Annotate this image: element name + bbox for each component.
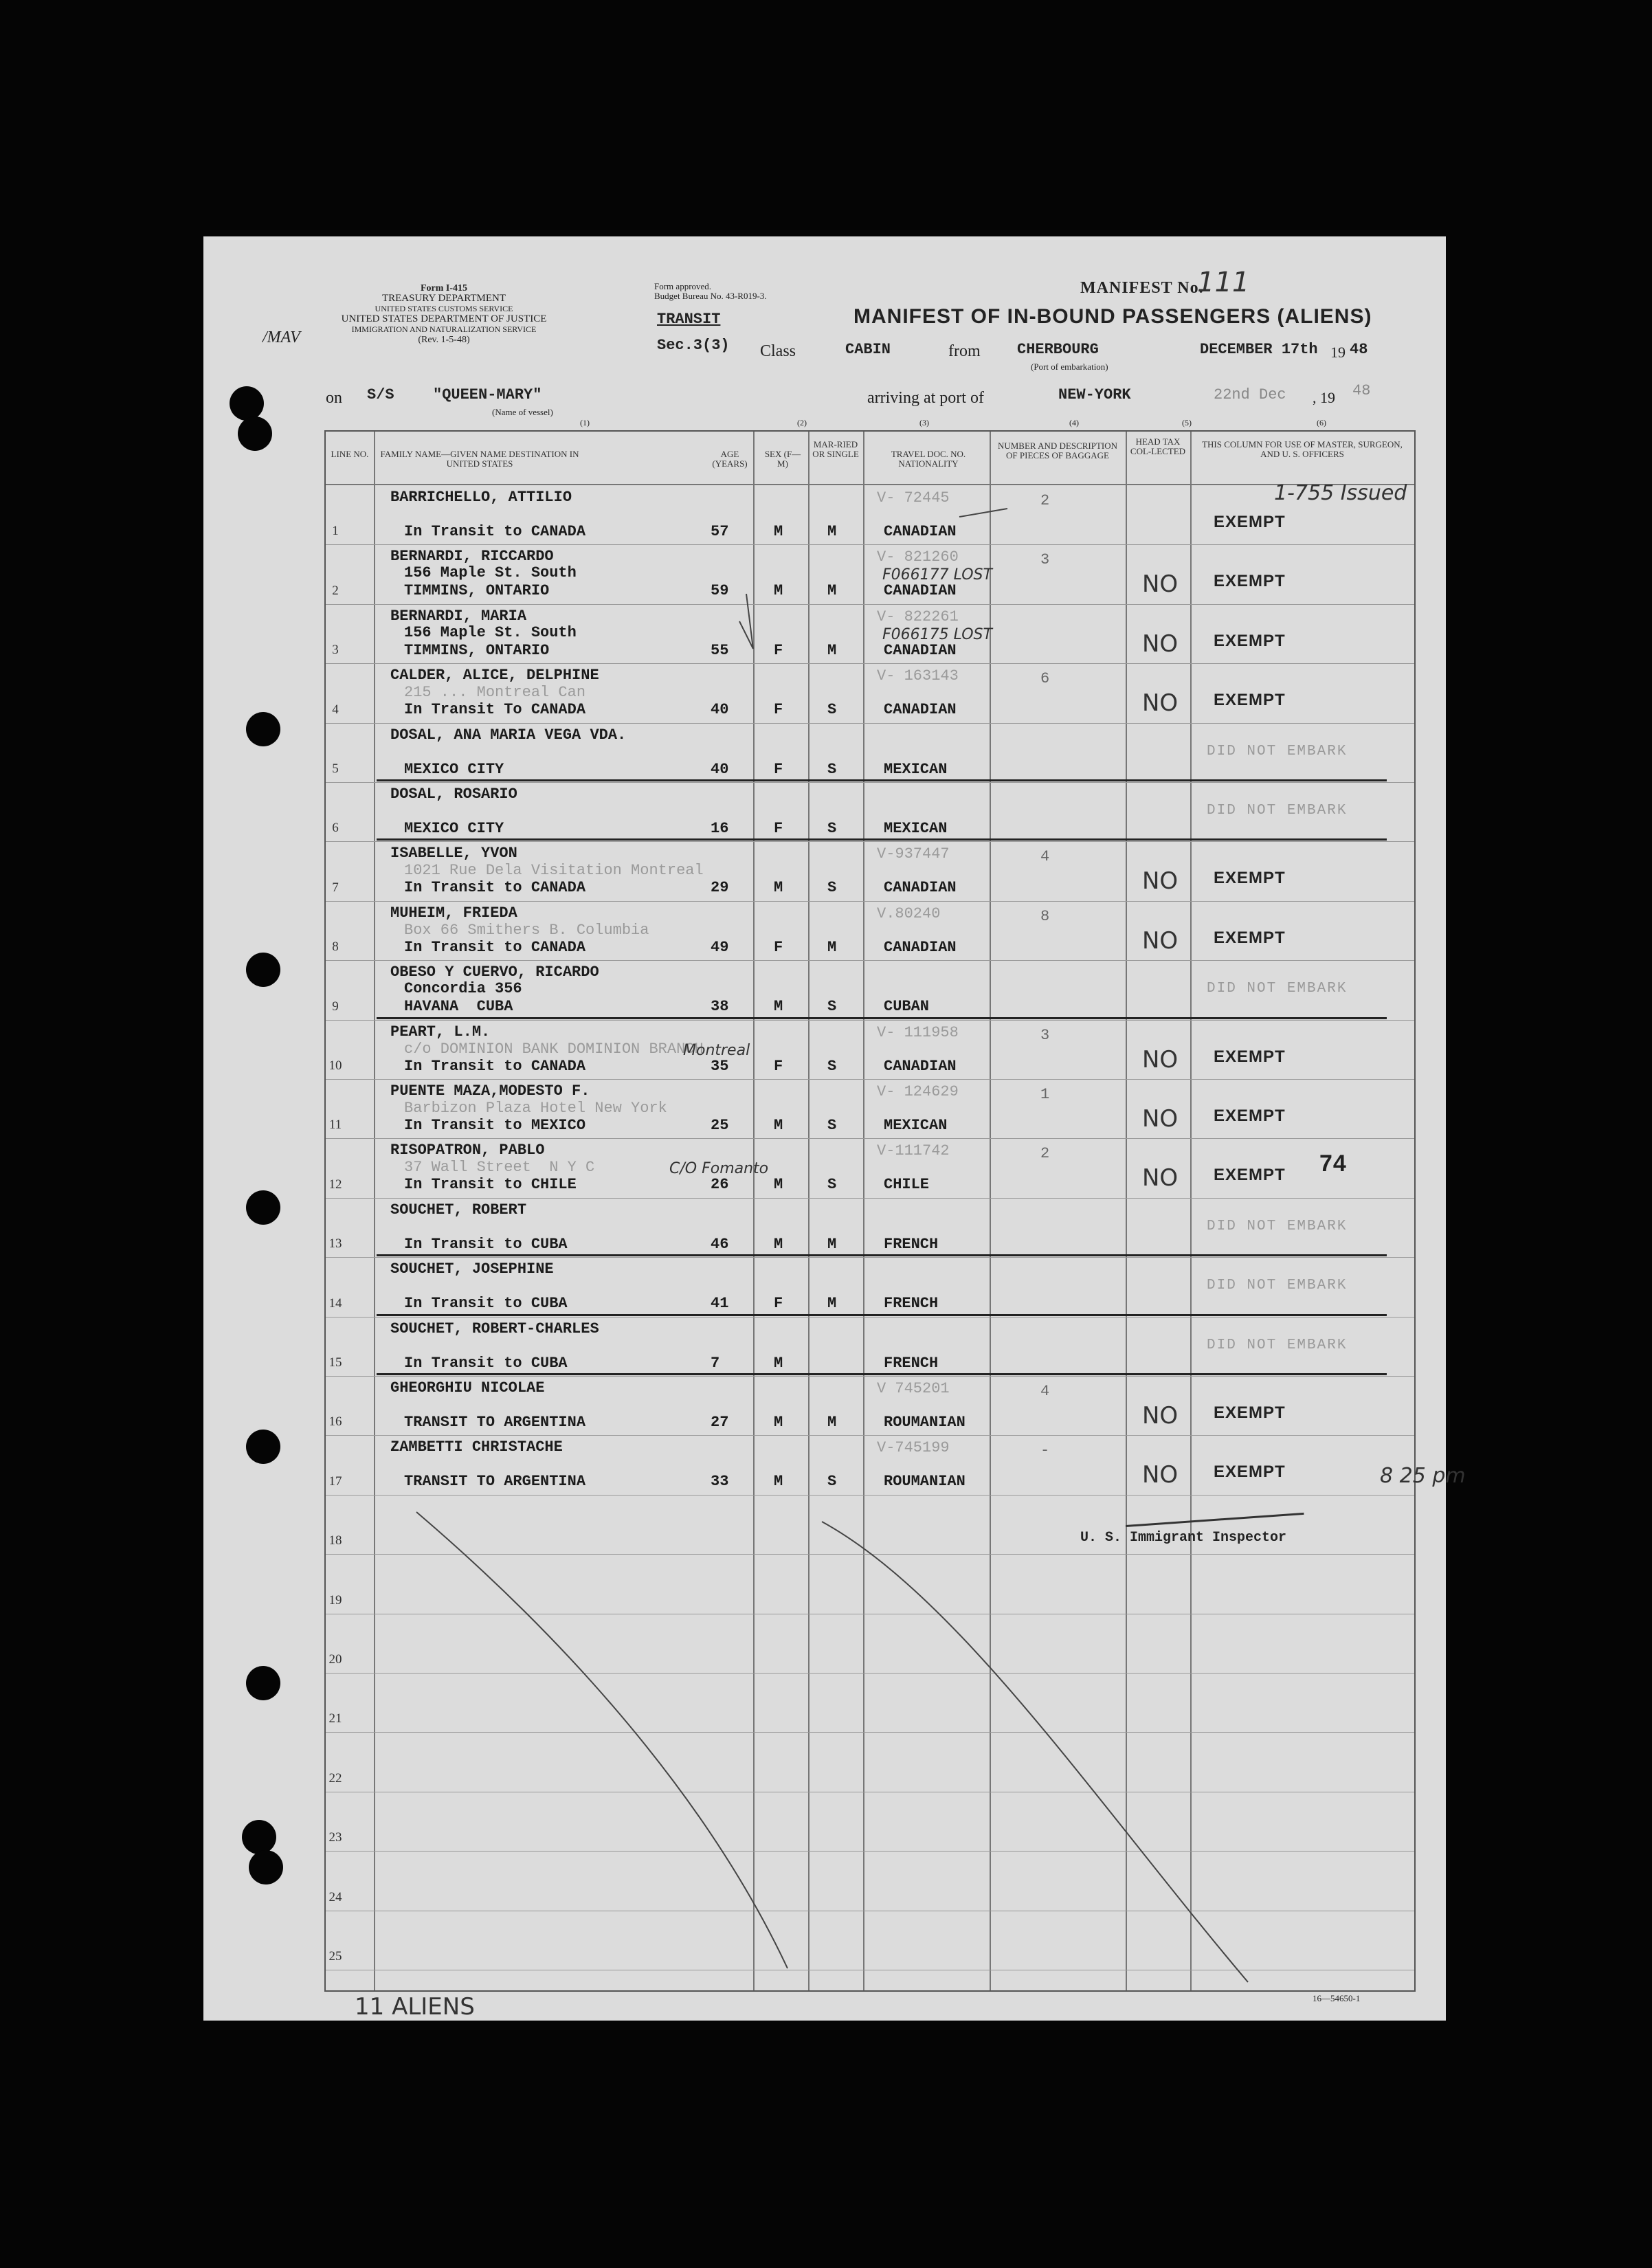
col-head-baggage: NUMBER AND DESCRIPTION OF PIECES OF BAGGAGE [997, 441, 1118, 460]
officer-stamp: EXEMPT [1214, 1107, 1286, 1125]
sex-value: M [774, 582, 783, 600]
line-number: 2 [332, 583, 339, 598]
row-divider [326, 723, 1414, 724]
head-tax-mark: NO [1142, 1461, 1179, 1489]
sex-value: F [774, 760, 783, 778]
officer-stamp: EXEMPT [1214, 1047, 1286, 1066]
binder-hole [249, 1850, 283, 1885]
customs-service: UNITED STATES CUSTOMS SERVICE [375, 304, 513, 313]
baggage-count: 1 [1040, 1086, 1050, 1103]
did-not-embark-stamp: DID NOT EMBARK [1207, 743, 1348, 759]
inspector-caption: U. S. Immigrant Inspector [1080, 1530, 1287, 1546]
marital-status: S [827, 760, 837, 778]
margin-mark: /MAV [263, 329, 300, 346]
row-divider [326, 960, 1414, 961]
binder-hole [242, 1820, 276, 1854]
sex-value: F [774, 820, 783, 837]
col-head-age: AGE (YEARS) [712, 449, 748, 469]
head-tax-mark: NO [1142, 1045, 1179, 1074]
officer-stamp: EXEMPT [1214, 513, 1286, 531]
column-divider [374, 432, 375, 1990]
nationality: CANADIAN [884, 582, 957, 600]
row-divider [326, 782, 1414, 783]
embarkation-port: CHERBOURG [1017, 341, 1099, 358]
line-number: 21 [328, 1711, 342, 1726]
justice-dept: UNITED STATES DEPARTMENT OF JUSTICE [341, 313, 547, 324]
from-label: from [948, 342, 981, 360]
destination: In Transit to CHILE [404, 1176, 577, 1194]
officer-stamp: EXEMPT [1214, 1463, 1286, 1482]
passenger-name: SOUCHET, JOSEPHINE [390, 1260, 554, 1278]
age-value: 59 [711, 582, 729, 600]
manifest-title: MANIFEST OF IN-BOUND PASSENGERS (ALIENS) [853, 305, 1372, 328]
strike-line [377, 1017, 1387, 1019]
baggage-count: 3 [1040, 551, 1050, 569]
passenger-name: GHEORGHIU NICOLAE [390, 1379, 545, 1397]
nationality: FRENCH [884, 1354, 939, 1372]
departure-year: 48 [1350, 341, 1368, 358]
arrival-port: NEW-YORK [1058, 386, 1131, 403]
destination: In Transit to CANADA [404, 1057, 586, 1075]
passenger-name: DOSAL, ANA MARIA VEGA VDA. [390, 726, 627, 744]
strike-line [377, 1373, 1387, 1375]
row-divider [326, 663, 1414, 664]
marital-status: S [827, 998, 837, 1016]
passenger-address: 156 Maple St. South [404, 623, 577, 641]
baggage-count: - [1040, 1442, 1050, 1460]
age-value: 33 [711, 1473, 729, 1491]
age-value: 16 [711, 820, 729, 837]
row-divider [326, 604, 1414, 605]
nationality: MEXICAN [884, 820, 948, 837]
did-not-embark-stamp: DID NOT EMBARK [1207, 1278, 1348, 1294]
officer-stamp: EXEMPT [1214, 1166, 1286, 1185]
marital-status: M [827, 1235, 837, 1253]
col-head-line: LINE NO. [331, 449, 369, 459]
passenger-address: c/o DOMINION BANK DOMINION BRANCH [404, 1040, 704, 1058]
nationality: CANADIAN [884, 641, 957, 659]
nationality: MEXICAN [884, 760, 948, 778]
arriving-label: arriving at port of [867, 389, 984, 407]
age-value: 57 [711, 523, 729, 540]
inspector-time: 8 25 pm [1380, 1464, 1466, 1488]
baggage-count: 6 [1040, 670, 1050, 688]
sex-value: M [774, 1354, 783, 1372]
line-number: 3 [332, 643, 339, 658]
passenger-address: 1021 Rue Dela Visitation Montreal [404, 862, 704, 880]
passenger-name: ZAMBETTI CHRISTACHE [390, 1438, 563, 1456]
marital-status: M [827, 1295, 837, 1313]
passenger-name: PUENTE MAZA,MODESTO F. [390, 1082, 590, 1100]
baggage-count: 8 [1040, 907, 1050, 925]
binder-hole [246, 712, 280, 746]
passenger-address: 37 Wall Street N Y C [404, 1159, 595, 1177]
sex-value: F [774, 938, 783, 956]
strike-line [377, 1254, 1387, 1256]
age-value: 25 [711, 1117, 729, 1134]
binder-hole [246, 1190, 280, 1225]
row-divider [326, 1138, 1414, 1139]
destination: In Transit to CANADA [404, 523, 586, 540]
marital-status: M [827, 641, 837, 659]
passenger-address: Barbizon Plaza Hotel New York [404, 1100, 667, 1117]
stamp-74: 74 [1319, 1150, 1347, 1177]
travel-doc-number: V- 124629 [877, 1083, 959, 1100]
marital-status: S [827, 1117, 837, 1134]
passenger-name: RISOPATRON, PABLO [390, 1142, 545, 1159]
departure-date: DECEMBER 17th [1200, 341, 1318, 358]
section-label: Sec.3(3) [657, 337, 730, 354]
travel-doc-number: V-937447 [877, 845, 950, 863]
travel-doc-number: V- 111958 [877, 1023, 959, 1041]
line-number: 6 [332, 821, 339, 836]
line-number: 9 [332, 999, 339, 1014]
nationality: CANADIAN [884, 523, 957, 540]
arrival-year: 48 [1352, 382, 1371, 399]
line-number: 20 [328, 1652, 342, 1667]
column-number-3: (3) [919, 418, 929, 427]
col-head-name: FAMILY NAME—GIVEN NAME DESTINATION IN UNITED STATES [380, 449, 579, 469]
class-value: CABIN [845, 341, 891, 358]
column-number-2: (2) [797, 418, 807, 427]
nationality: MEXICAN [884, 1117, 948, 1134]
destination: TIMMINS, ONTARIO [404, 641, 550, 659]
form-agency-block [327, 283, 561, 345]
travel-doc-number: V 745201 [877, 1380, 950, 1397]
head-tax-mark: NO [1142, 867, 1179, 896]
travel-doc-number: V.80240 [877, 904, 941, 922]
did-not-embark-stamp: DID NOT EMBARK [1207, 803, 1348, 819]
nationality: CANADIAN [884, 1057, 957, 1075]
departure-year-prefix: 19 [1330, 344, 1346, 361]
travel-doc-number: V-111742 [877, 1142, 950, 1160]
line-number: 4 [332, 702, 339, 717]
handwritten-note: F066177 LOST [882, 566, 992, 584]
passenger-address: Concordia 356 [404, 980, 522, 998]
age-value: 35 [711, 1057, 729, 1075]
row-divider [326, 1257, 1414, 1258]
line-number: 1 [332, 524, 339, 539]
marital-status: S [827, 1473, 837, 1491]
row-divider [326, 1732, 1414, 1733]
approval-block [654, 282, 767, 301]
head-tax-mark: NO [1142, 630, 1179, 658]
form-number: Form I-415 [420, 283, 468, 293]
row-divider [326, 1435, 1414, 1436]
binder-hole [230, 386, 264, 421]
passenger-name: OBESO Y CUERVO, RICARDO [390, 964, 599, 981]
on-label: on [326, 389, 342, 407]
did-not-embark-stamp: DID NOT EMBARK [1207, 1218, 1348, 1234]
column-divider [1126, 432, 1127, 1990]
destination: In Transit to MEXICO [404, 1117, 586, 1134]
travel-doc-number: V- 822261 [877, 608, 959, 625]
binder-hole [246, 1430, 280, 1464]
marital-status: S [827, 701, 837, 719]
vessel-name: "QUEEN-MARY" [433, 386, 542, 403]
passenger-table [324, 430, 1416, 1992]
sex-value: F [774, 1295, 783, 1313]
line-number: 8 [332, 940, 339, 955]
did-not-embark-stamp: DID NOT EMBARK [1207, 1337, 1348, 1353]
nationality: ROUMANIAN [884, 1473, 965, 1491]
column-number-5: (5) [1182, 418, 1192, 427]
marital-status: S [827, 820, 837, 837]
line-number: 19 [328, 1592, 342, 1608]
passenger-address: 215 ... Montreal Can [404, 684, 586, 702]
sex-value: M [774, 1235, 783, 1253]
sex-value: M [774, 1473, 783, 1491]
line-number: 10 [328, 1058, 342, 1073]
destination: In Transit To CANADA [404, 701, 586, 719]
strike-line [377, 838, 1387, 841]
class-label: Class [760, 342, 796, 360]
line-number: 11 [328, 1118, 342, 1133]
sex-value: F [774, 641, 783, 659]
nationality: FRENCH [884, 1295, 939, 1313]
line-number: 13 [328, 1236, 342, 1252]
line-number: 5 [332, 761, 339, 776]
passenger-name: PEART, L.M. [390, 1023, 491, 1041]
age-value: 29 [711, 879, 729, 897]
column-number-6: (6) [1317, 418, 1326, 427]
col-head-tax: HEAD TAX COL-LECTED [1130, 436, 1186, 456]
passenger-address: Box 66 Smithers B. Columbia [404, 921, 649, 939]
marital-status: S [827, 879, 837, 897]
passenger-name: MUHEIM, FRIEDA [390, 904, 517, 922]
head-tax-mark: NO [1142, 926, 1179, 955]
line-number: 17 [328, 1474, 342, 1489]
destination: TRANSIT TO ARGENTINA [404, 1473, 586, 1491]
column-divider [863, 432, 864, 1990]
row-divider [326, 1851, 1414, 1852]
did-not-embark-stamp: DID NOT EMBARK [1207, 981, 1348, 997]
age-value: 49 [711, 938, 729, 956]
treasury-dept: TREASURY DEPARTMENT [381, 293, 506, 304]
arrival-year-prefix: , 19 [1313, 389, 1335, 406]
line-number: 22 [328, 1770, 342, 1786]
vessel-caption: (Name of vessel) [492, 407, 553, 417]
destination: TIMMINS, ONTARIO [404, 582, 550, 600]
age-value: 40 [711, 701, 729, 719]
destination: In Transit to CUBA [404, 1235, 568, 1253]
manifest-sheet [203, 236, 1466, 2021]
head-tax-mark: NO [1142, 1105, 1179, 1133]
line-number: 24 [328, 1889, 342, 1904]
destination: In Transit to CANADA [404, 938, 586, 956]
line-number: 7 [332, 880, 339, 895]
passenger-name: BERNARDI, RICCARDO [390, 548, 554, 566]
marital-status: S [827, 1176, 837, 1194]
line-number: 14 [328, 1296, 342, 1311]
baggage-count: 2 [1040, 492, 1050, 509]
officer-stamp: EXEMPT [1214, 928, 1286, 947]
row-divider [326, 1079, 1414, 1080]
row-divider [326, 901, 1414, 902]
age-value: 27 [711, 1414, 729, 1431]
column-divider [808, 432, 810, 1990]
line-number: 15 [328, 1355, 342, 1370]
destination: HAVANA CUBA [404, 998, 513, 1016]
travel-doc-number: V- 821260 [877, 548, 959, 566]
officer-stamp: EXEMPT [1214, 691, 1286, 710]
column-number-4: (4) [1069, 418, 1079, 427]
line-number: 12 [328, 1177, 342, 1192]
sex-value: M [774, 879, 783, 897]
binder-hole [238, 416, 272, 451]
form-approved: Form approved. [654, 281, 712, 291]
head-tax-mark: NO [1142, 1402, 1179, 1430]
travel-doc-number: V- 72445 [877, 489, 950, 507]
strike-line [377, 779, 1387, 781]
head-tax-mark: NO [1142, 1164, 1179, 1192]
arrival-date: 22nd Dec [1214, 386, 1286, 403]
line-number: 18 [328, 1533, 342, 1548]
handwritten-note: Montreal [683, 1041, 750, 1059]
destination: In Transit to CUBA [404, 1295, 568, 1313]
column-divider [1190, 432, 1192, 1990]
travel-doc-number: V- 163143 [877, 667, 959, 685]
transit-label: TRANSIT [657, 311, 721, 328]
baggage-count: 2 [1040, 1145, 1050, 1163]
line-number: 23 [328, 1830, 342, 1845]
budget-bureau: Budget Bureau No. 43-R019-3. [654, 291, 767, 301]
marital-status: M [827, 938, 837, 956]
col-head-travel: TRAVEL DOC. NO. NATIONALITY [891, 449, 966, 469]
passenger-name: SOUCHET, ROBERT-CHARLES [390, 1320, 599, 1337]
sex-value: F [774, 701, 783, 719]
passenger-name: ISABELLE, YVON [390, 845, 517, 863]
marital-status: M [827, 582, 837, 600]
age-value: 40 [711, 760, 729, 778]
destination: TRANSIT TO ARGENTINA [404, 1414, 586, 1431]
marital-status: S [827, 1057, 837, 1075]
binder-hole [246, 1666, 280, 1700]
manifest-no-value: 111 [1197, 267, 1250, 298]
sex-value: M [774, 523, 783, 540]
passenger-name: BERNARDI, MARIA [390, 607, 527, 625]
row-divider [326, 1020, 1414, 1021]
nationality: CHILE [884, 1176, 930, 1194]
passenger-name: SOUCHET, ROBERT [390, 1201, 527, 1219]
age-value: 7 [711, 1354, 720, 1372]
passenger-address: 156 Maple St. South [404, 564, 577, 582]
destination: In Transit to CANADA [404, 879, 586, 897]
head-tax-mark: NO [1142, 570, 1179, 599]
officer-stamp: EXEMPT [1214, 631, 1286, 650]
nationality: CANADIAN [884, 701, 957, 719]
age-value: 26 [711, 1176, 729, 1194]
row-divider [326, 1554, 1414, 1555]
sex-value: M [774, 1414, 783, 1431]
age-value: 55 [711, 641, 729, 659]
row-divider [326, 544, 1414, 545]
col-head-married: MAR-RIED OR SINGLE [812, 439, 859, 459]
marital-status: M [827, 523, 837, 540]
sex-value: M [774, 1117, 783, 1134]
officer-stamp: EXEMPT [1214, 869, 1286, 888]
line-number: 25 [328, 1949, 342, 1964]
nationality: CANADIAN [884, 879, 957, 897]
row-divider [326, 1198, 1414, 1199]
strike-line [377, 1314, 1387, 1316]
handwritten-note: 1-755 Issued [1274, 481, 1407, 505]
line-number: 16 [328, 1414, 342, 1430]
sex-value: M [774, 1176, 783, 1194]
row-divider [326, 1317, 1414, 1318]
handwritten-note: C/O Fomanto [669, 1160, 769, 1178]
destination: MEXICO CITY [404, 760, 504, 778]
embarkation-caption: (Port of embarkation) [1031, 362, 1108, 372]
sex-value: F [774, 1057, 783, 1075]
immigration-service: IMMIGRATION AND NATURALIZATION SERVICE [351, 324, 537, 334]
passenger-name: BARRICHELLO, ATTILIO [390, 489, 572, 506]
passenger-name: CALDER, ALICE, DELPHINE [390, 667, 599, 685]
nationality: CUBAN [884, 998, 930, 1016]
row-divider [326, 1376, 1414, 1377]
revision: (Rev. 1-5-48) [418, 335, 470, 345]
destination: MEXICO CITY [404, 820, 504, 837]
nationality: FRENCH [884, 1235, 939, 1253]
officer-stamp: EXEMPT [1214, 1403, 1286, 1422]
row-divider [326, 1673, 1414, 1674]
header-rule [326, 484, 1414, 485]
handwritten-note: F066175 LOST [882, 625, 992, 643]
age-value: 46 [711, 1235, 729, 1253]
passenger-name: DOSAL, ROSARIO [390, 786, 517, 803]
binder-hole [246, 953, 280, 987]
baggage-count: 4 [1040, 848, 1050, 866]
row-divider [326, 841, 1414, 842]
manifest-no-label: MANIFEST No. [1080, 279, 1204, 297]
head-tax-mark: NO [1142, 689, 1179, 718]
sex-value: M [774, 998, 783, 1016]
nationality: CANADIAN [884, 938, 957, 956]
footer-code: 16—54650-1 [1313, 1993, 1361, 2003]
column-number-1: (1) [580, 418, 590, 427]
travel-doc-number: V-745199 [877, 1439, 950, 1457]
officer-stamp: EXEMPT [1214, 572, 1286, 591]
column-divider [990, 432, 991, 1990]
baggage-count: 3 [1040, 1026, 1050, 1044]
destination: In Transit to CUBA [404, 1354, 568, 1372]
footer-aliens-note: 11 ALIENS [355, 1993, 475, 2021]
marital-status: M [827, 1414, 837, 1431]
baggage-count: 4 [1040, 1383, 1050, 1400]
vessel-prefix: S/S [367, 386, 394, 403]
age-value: 41 [711, 1295, 729, 1313]
age-value: 38 [711, 998, 729, 1016]
col-head-sex: SEX (F—M) [764, 449, 801, 469]
column-divider [753, 432, 755, 1990]
nationality: ROUMANIAN [884, 1414, 965, 1431]
col-head-officers: THIS COLUMN FOR USE OF MASTER, SURGEON, AND U. S. OFFICERS [1202, 439, 1403, 459]
